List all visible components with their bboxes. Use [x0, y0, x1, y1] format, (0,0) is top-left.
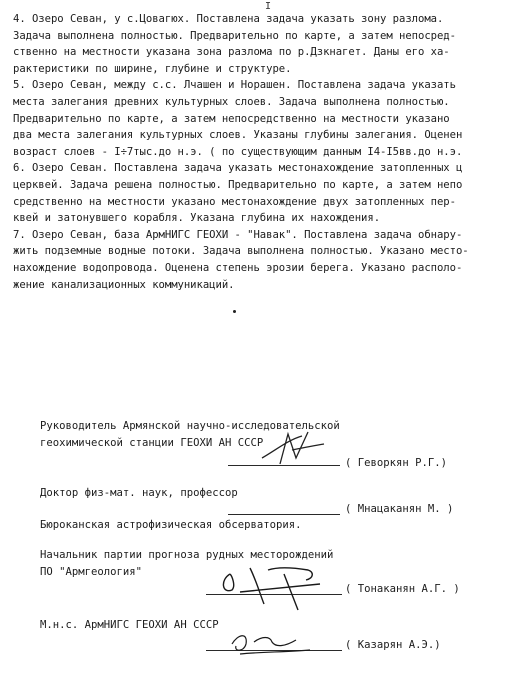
handwritten-signature-3: [210, 560, 330, 620]
body-line: 4. Озеро Севан, у с.Цовагюх. Поставлена задача указать зону разлома.: [13, 13, 444, 25]
body-line: квей и затонувшего корабля. Указана глубина их нахождения.: [13, 212, 381, 225]
page-mark: I: [265, 1, 272, 12]
body-line: места залегания древних культурных слоев. Задача выполнена полностью.: [13, 95, 450, 108]
body-line: ственно на местности указана зона разлома по р.Дзкнагет. Даны его ха-: [13, 46, 450, 59]
signatory-4-title: М.н.с. АрмНИГС ГЕОХИ АН СССР: [40, 619, 219, 631]
signature-line-2: [228, 514, 340, 515]
signatory-2-title: Доктор физ-мат. наук, профессор: [40, 487, 238, 499]
body-line: нахождение водопровода. Оценена степень эрозии берега. Указано располо-: [13, 261, 463, 274]
signatory-2-name: ( Мнацаканян М. ): [345, 503, 454, 515]
body-line: возраст слоев - I÷7тыс.до н.э. ( по существующим данным I4-I5вв.до н.э.: [13, 145, 463, 158]
body-line: Задача выполнена полностью. Предварительно по карте, а затем непосред-: [13, 29, 456, 42]
signatory-1-org: геохимической станции ГЕОХИ АН СССР: [40, 437, 264, 449]
body-line: 6. Озеро Севан. Поставлена задача указать местонахождение затопленных ц: [13, 162, 463, 175]
handwritten-signature-1: [258, 428, 328, 468]
body-line: Предварительно по карте, а затем непосредственно на местности указано: [13, 112, 450, 125]
body-line: 5. Озеро Севан, между с.с. Лчашен и Норашен. Поставлена задача указать: [13, 79, 456, 92]
signatory-3-name: ( Тонаканян А.Г. ): [345, 583, 460, 595]
body-line: церквей. Задача решена полностью. Предварительно по карте, а затем непо: [13, 178, 463, 191]
body-line: жить подземные водные потоки. Задача выполнена полностью. Указано место-: [13, 245, 469, 258]
signatory-4-name: ( Казарян А.Э.): [345, 639, 441, 651]
handwritten-signature-4: [226, 622, 316, 662]
body-line: два места залегания культурных слоев. Указаны глубины залегания. Оценен: [13, 129, 463, 142]
body-line: 7. Озеро Севан, база АрмНИГС ГЕОХИ - "Навак". Поставлена задача обнару-: [13, 228, 463, 241]
signatory-3-org: ПО "Армгеология": [40, 566, 143, 578]
signatory-3-title: Начальник партии прогноза рудных месторождений: [40, 549, 334, 561]
body-line: рактеристики по ширине, глубине и структуре.: [13, 62, 292, 75]
signatory-1-name: ( Геворкян Р.Г.): [345, 457, 448, 469]
body-line: средственно на местности указано местонахождение двух затопленных пер-: [13, 195, 456, 208]
signatory-2-org: Бюроканская астрофизическая обсерватория.: [40, 519, 302, 531]
signatory-1-title: Руководитель Армянской научно-исследовательской: [40, 420, 340, 432]
body-line: жение канализационных коммуникаций.: [13, 278, 235, 291]
